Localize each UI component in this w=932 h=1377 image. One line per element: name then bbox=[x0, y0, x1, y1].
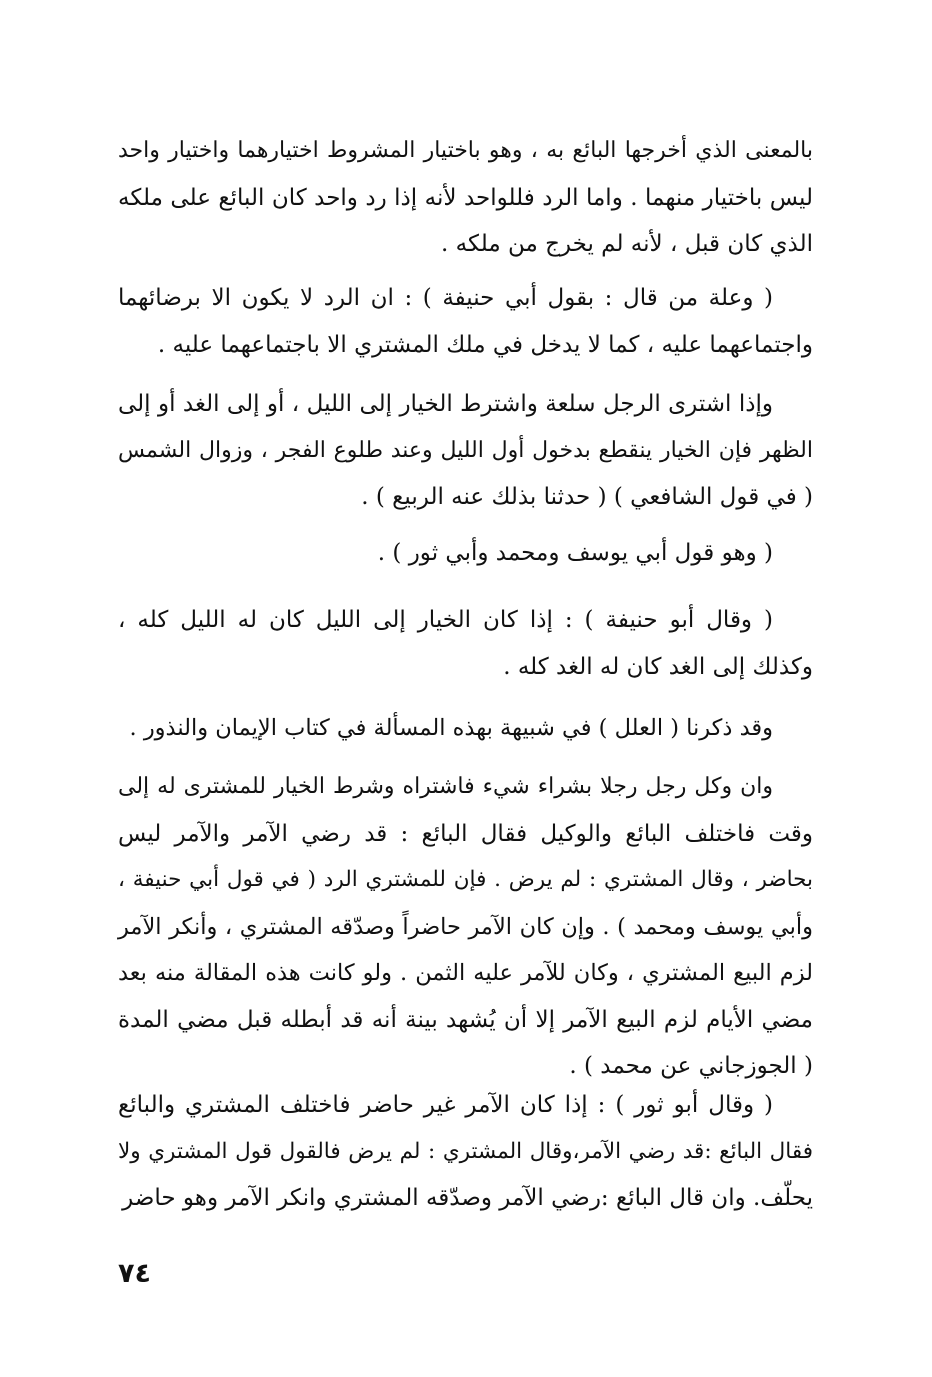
paragraph bbox=[118, 764, 813, 1090]
text-line: مضي الأيام لزم البيع الآمر إلا أن يُشهد بينة أنه قد أبطله قبل مضي المدة bbox=[118, 1006, 813, 1033]
text-line: ( وقال أبو ثور ) : إذا كان الآمر غير حاضر فاختلف المشتري والبائع bbox=[118, 1092, 773, 1118]
text-line: ( وعلة من قال : بقول أبي حنيفة ) : ان الرد لا يكون الا برضائهما bbox=[118, 285, 773, 311]
text-line: وإذا اشترى الرجل سلعة واشترط الخيار إلى الليل ، أو إلى الغد أو إلى bbox=[118, 391, 773, 417]
text-line: وقت فاختلف البائع والوكيل فقال البائع : قد رضي الآمر والآمر ليس bbox=[118, 820, 813, 847]
text-line: ( الجوزجاني عن محمد ) . bbox=[569, 1053, 813, 1079]
paragraph bbox=[118, 705, 813, 752]
paragraph bbox=[118, 1082, 813, 1222]
text-line: ليس باختيار منهما . واما الرد فللواحد لأنه إذا رد واحد كان البائع على ملكه bbox=[118, 184, 813, 211]
text-line: ( في قول الشافعي ) ( حدثنا بذلك عنه الربيع ) . bbox=[361, 484, 813, 510]
paragraph bbox=[118, 530, 813, 577]
text-line: ( وقال أبو حنيفة ) : إذا كان الخيار إلى الليل كان له الليل كله ، bbox=[118, 607, 773, 633]
text-line: يحلّف. وان قال البائع :رضي الآمر وصدّقه المشتري وانكر الآمر وهو حاضر bbox=[122, 1185, 813, 1211]
text-line: وقد ذكرنا ( العلل ) في شبيهة بهذه المسألة في كتاب الإيمان والنذور . bbox=[129, 715, 773, 741]
paragraph bbox=[118, 597, 813, 690]
paragraph bbox=[118, 275, 813, 368]
text-line: وكذلك إلى الغد كان له الغد كله . bbox=[503, 653, 813, 680]
text-line: بالمعنى الذي أخرجها البائع به ، وهو باختيار المشروط اختيارهما واختيار واحد bbox=[118, 138, 813, 163]
page-number: ٧٤ bbox=[118, 1258, 151, 1289]
paragraph bbox=[118, 381, 813, 521]
text-line: بحاضر ، وقال المشتري : لم يرض . فإن للمشتري الرد ( في قول أبي حنيفة ، bbox=[118, 867, 813, 892]
text-line: الذي كان قبل ، لأنه لم يخرج من ملكه . bbox=[441, 231, 813, 257]
text-line: واجتماعهما عليه ، كما لا يدخل في ملك المشتري الا باجتماعهما عليه . bbox=[157, 331, 813, 358]
paragraph bbox=[118, 128, 813, 268]
text-line: الظهر فإن الخيار ينقطع بدخول أول الليل وعند طلوع الفجر ، وزوال الشمس bbox=[118, 437, 813, 463]
text-line: لزم البيع المشتري ، وكان للآمر عليه الثمن . ولو كانت هذه المقالة منه بعد bbox=[118, 960, 813, 986]
text-line: وان وكل رجل رجلا بشراء شيء فاشتراه وشرط الخيار للمشترى له إلى bbox=[118, 774, 773, 799]
text-line: ( وهو قول أبي يوسف ومحمد وأبي ثور ) . bbox=[377, 540, 773, 566]
text-line: وأبي يوسف ومحمد ) . وإن كان الآمر حاضراً وصدّقه المشتري ، وأنكر الآمر bbox=[118, 913, 813, 940]
text-line: فقال البائع :قد رضي الآمر،وقال المشتري : لم يرض فالقول قول المشتري ولا bbox=[118, 1138, 813, 1164]
